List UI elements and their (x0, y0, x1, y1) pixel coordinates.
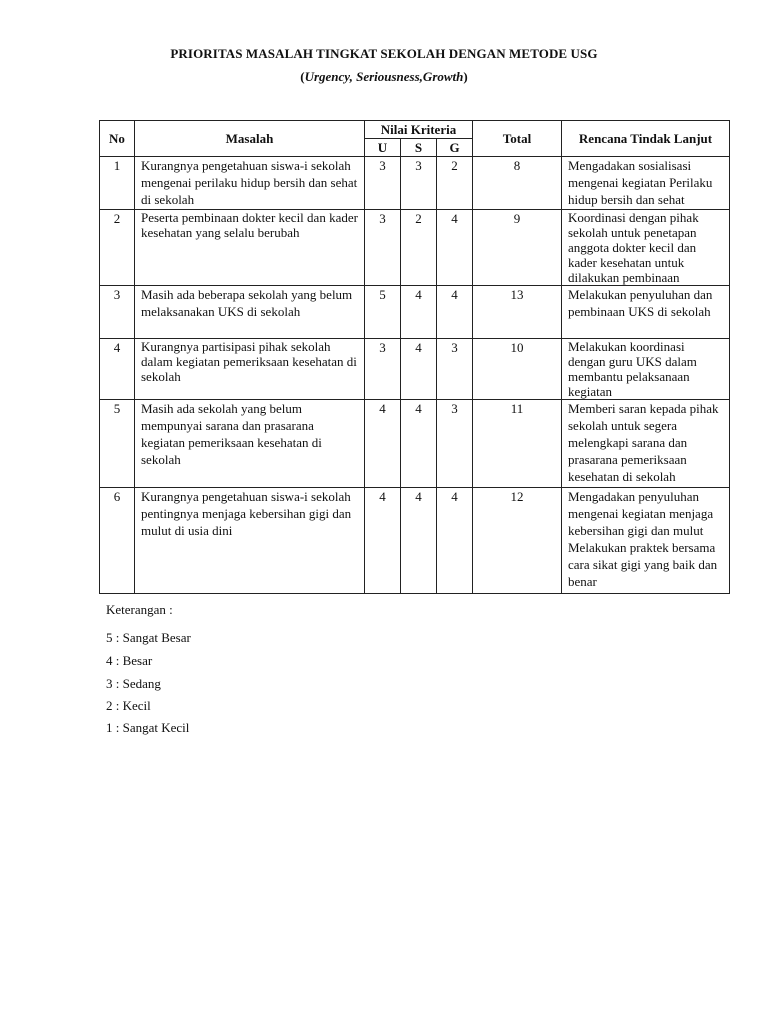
cell-u: 4 (365, 488, 401, 594)
cell-masalah: Peserta pembinaan dokter kecil dan kader kesehatan yang selalu berubah (135, 210, 365, 286)
subtitle-open-paren: ( (300, 69, 305, 84)
keterangan-item: 2 : Kecil (106, 698, 151, 713)
cell-masalah: Kurangnya partisipasi pihak sekolah dalam kegiatan pemeriksaan kesehatan di sekolah (135, 339, 365, 400)
cell-s: 4 (401, 286, 437, 339)
cell-u: 4 (365, 400, 401, 488)
cell-s: 4 (401, 400, 437, 488)
keterangan-item: 3 : Sedang (106, 676, 161, 691)
table-row (100, 210, 730, 286)
cell-rencana: Melakukan koordinasi dengan guru UKS dalam membantu pelaksanaan kegiatan (562, 339, 730, 400)
document-subtitle (0, 69, 768, 85)
cell-masalah: Masih ada sekolah yang belum mempunyai sarana dan prasarana kegiatan pemeriksaan kesehatan di sekolah (135, 400, 365, 488)
header-nilai-kriteria: Nilai Kriteria (365, 121, 473, 139)
cell-masalah: Masih ada beberapa sekolah yang belum melaksanakan UKS di sekolah (135, 286, 365, 339)
document-title: PRIORITAS MASALAH TINGKAT SEKOLAH DENGAN METODE USG (170, 46, 598, 61)
cell-masalah: Kurangnya pengetahuan siswa-i sekolah pentingnya menjaga kebersihan gigi dan mulut di usia dini (135, 488, 365, 594)
keterangan-item: 5 : Sangat Besar (106, 630, 191, 645)
cell-masalah: Kurangnya pengetahuan siswa-i sekolah mengenai perilaku hidup bersih dan sehat di sekolah (135, 157, 365, 210)
cell-rencana: Mengadakan sosialisasi mengenai kegiatan Perilaku hidup bersih dan sehat (562, 157, 730, 210)
table-row (100, 339, 730, 400)
header-total: Total (473, 121, 562, 157)
table-row (100, 400, 730, 488)
cell-total: 12 (473, 488, 562, 594)
cell-total: 10 (473, 339, 562, 400)
cell-s: 2 (401, 210, 437, 286)
cell-s: 4 (401, 339, 437, 400)
cell-g: 3 (437, 339, 473, 400)
cell-rencana: Memberi saran kepada pihak sekolah untuk segera melengkapi sarana dan prasarana pemeriksaan kesehatan di sekolah (562, 400, 730, 488)
cell-g: 4 (437, 286, 473, 339)
cell-s: 4 (401, 488, 437, 594)
cell-rencana: Koordinasi dengan pihak sekolah untuk penetapan anggota dokter kecil dan kader kesehatan untuk dilakukan pembinaan (562, 210, 730, 286)
subtitle-close-paren: ) (463, 69, 468, 84)
cell-total: 9 (473, 210, 562, 286)
header-s: S (401, 139, 437, 157)
cell-no: 6 (100, 488, 135, 594)
subtitle-italic: Urgency, Seriousness,Growth (304, 69, 464, 84)
header-masalah: Masalah (135, 121, 365, 157)
cell-no: 5 (100, 400, 135, 488)
keterangan-item: 1 : Sangat Kecil (106, 720, 190, 735)
cell-rencana: Mengadakan penyuluhan mengenai kegiatan menjaga kebersihan gigi dan mulut Melakukan praktek bersama cara sikat gigi yang baik dan benar (562, 488, 730, 594)
table-row (100, 157, 730, 210)
header-g: G (437, 139, 473, 157)
cell-total: 11 (473, 400, 562, 488)
keterangan-item: 4 : Besar (106, 653, 153, 668)
header-no: No (100, 121, 135, 157)
cell-no: 3 (100, 286, 135, 339)
cell-total: 8 (473, 157, 562, 210)
cell-g: 3 (437, 400, 473, 488)
cell-no: 1 (100, 157, 135, 210)
cell-no: 4 (100, 339, 135, 400)
cell-g: 2 (437, 157, 473, 210)
cell-u: 3 (365, 157, 401, 210)
header-u: U (365, 139, 401, 157)
cell-u: 3 (365, 339, 401, 400)
cell-rencana: Melakukan penyuluhan dan pembinaan UKS di sekolah (562, 286, 730, 339)
cell-no: 2 (100, 210, 135, 286)
usg-priority-table (99, 120, 730, 594)
table-row (100, 488, 730, 594)
cell-u: 5 (365, 286, 401, 339)
cell-g: 4 (437, 210, 473, 286)
cell-g: 4 (437, 488, 473, 594)
cell-total: 13 (473, 286, 562, 339)
cell-s: 3 (401, 157, 437, 210)
keterangan-label: Keterangan : (106, 602, 173, 617)
table-row (100, 286, 730, 339)
cell-u: 3 (365, 210, 401, 286)
header-rencana-tindak-lanjut: Rencana Tindak Lanjut (562, 121, 730, 157)
